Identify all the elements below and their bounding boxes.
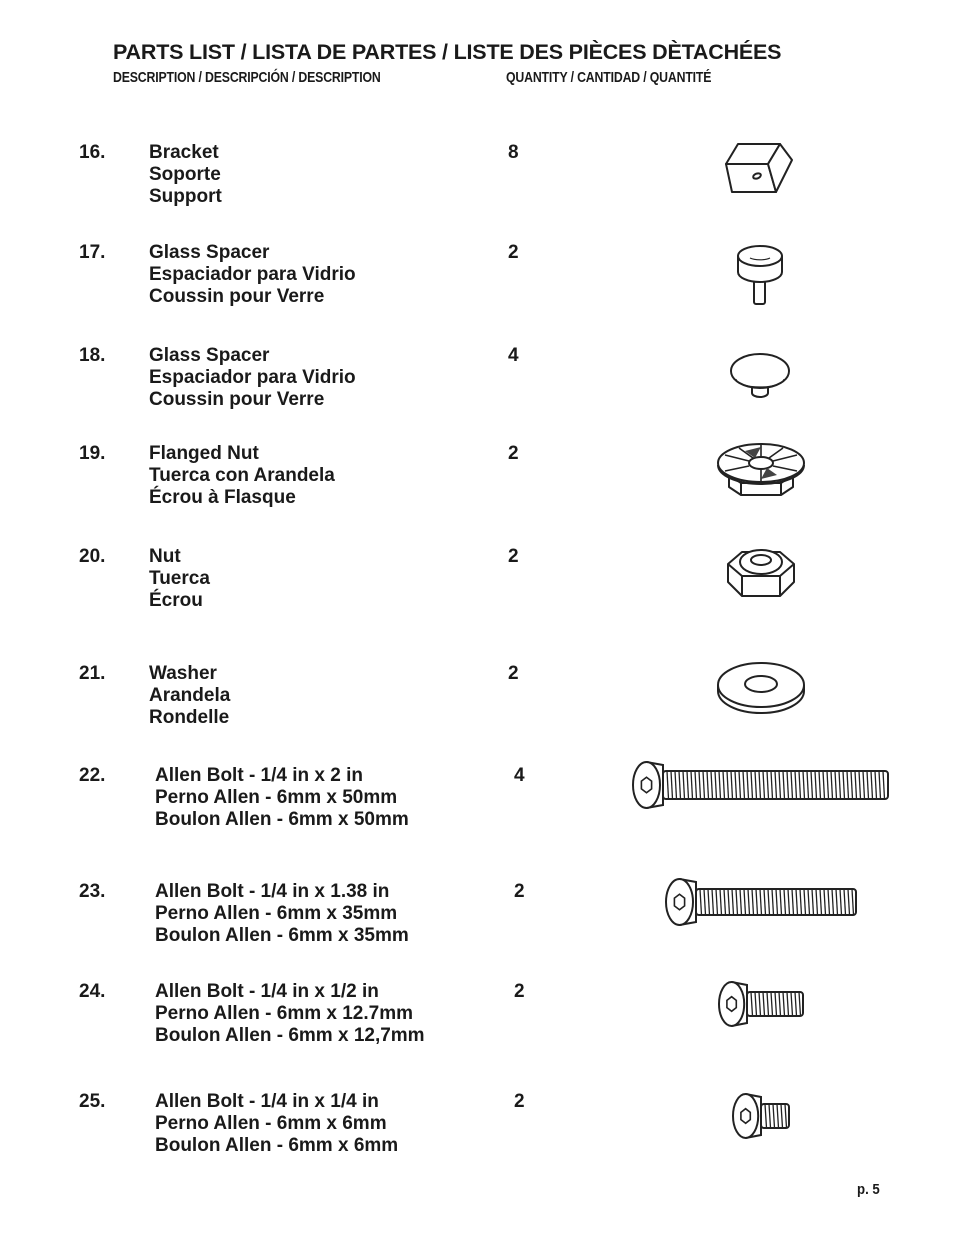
part-number: 22. — [79, 765, 106, 786]
part-number: 24. — [79, 981, 106, 1002]
part-quantity: 2 — [508, 663, 519, 684]
part-quantity: 2 — [508, 242, 519, 263]
part-quantity: 4 — [514, 765, 525, 786]
part-name-en: Nut — [149, 546, 181, 567]
part-number: 23. — [79, 881, 106, 902]
part-name-es: Perno Allen - 6mm x 50mm — [155, 787, 398, 808]
part-number: 16. — [79, 142, 106, 163]
part-quantity: 4 — [508, 345, 519, 366]
hex-nut-icon — [724, 542, 798, 606]
part-name-fr: Rondelle — [149, 707, 230, 728]
part-name-fr: Coussin pour Verre — [149, 389, 325, 410]
glass-spacer-tall-icon — [734, 240, 786, 310]
allen-bolt-35mm-icon — [663, 874, 859, 930]
part-names — [149, 443, 335, 509]
part-name-es: Tuerca — [149, 568, 210, 589]
part-name-fr: Boulon Allen - 6mm x 35mm — [155, 925, 409, 946]
allen-bolt-50mm-icon — [630, 757, 892, 813]
part-names — [155, 981, 425, 1047]
part-quantity: 2 — [514, 1091, 525, 1112]
glass-spacer-dome-icon — [728, 351, 792, 403]
part-name-es: Perno Allen - 6mm x 35mm — [155, 903, 398, 924]
page-number: p. 5 — [857, 1181, 880, 1198]
part-names — [149, 546, 210, 612]
part-name-en: Glass Spacer — [149, 242, 270, 263]
description-column-label: DESCRIPTION / DESCRIPCIÓN / DESCRIPTION — [113, 69, 381, 86]
part-number: 18. — [79, 345, 106, 366]
allen-bolt-6mm-icon — [730, 1091, 792, 1141]
part-name-en: Washer — [149, 663, 217, 684]
part-number: 21. — [79, 663, 106, 684]
part-name-en: Flanged Nut — [149, 443, 259, 464]
part-quantity: 2 — [514, 881, 525, 902]
part-name-es: Perno Allen - 6mm x 6mm — [155, 1113, 387, 1134]
part-name-en: Allen Bolt - 1/4 in x 1.38 in — [155, 881, 390, 902]
part-name-en: Allen Bolt - 1/4 in x 1/4 in — [155, 1091, 379, 1112]
part-names — [155, 765, 409, 831]
part-quantity: 2 — [514, 981, 525, 1002]
quantity-column-label: QUANTITY / CANTIDAD / QUANTITÉ — [506, 69, 712, 86]
part-name-fr: Coussin pour Verre — [149, 286, 325, 307]
part-name-fr: Support — [149, 186, 222, 207]
part-number: 17. — [79, 242, 106, 263]
part-names — [149, 142, 222, 208]
part-name-es: Espaciador para Vidrio — [149, 367, 356, 388]
part-number: 25. — [79, 1091, 106, 1112]
part-name-en: Glass Spacer — [149, 345, 270, 366]
part-names — [149, 345, 356, 411]
part-name-es: Espaciador para Vidrio — [149, 264, 356, 285]
part-name-fr: Écrou — [149, 590, 203, 611]
part-name-en: Allen Bolt - 1/4 in x 1/2 in — [155, 981, 379, 1002]
flanged-nut-icon — [715, 439, 807, 505]
part-name-fr: Boulon Allen - 6mm x 6mm — [155, 1135, 399, 1156]
part-name-fr: Écrou à Flasque — [149, 487, 296, 508]
part-name-fr: Boulon Allen - 6mm x 50mm — [155, 809, 409, 830]
part-names — [149, 663, 230, 729]
part-quantity: 8 — [508, 142, 519, 163]
part-name-es: Perno Allen - 6mm x 12.7mm — [155, 1003, 414, 1024]
washer-icon — [716, 657, 806, 717]
part-number: 19. — [79, 443, 106, 464]
page-title: PARTS LIST / LISTA DE PARTES / LISTE DES PIÈCES DÈTACHÉES — [113, 40, 782, 64]
part-quantity: 2 — [508, 546, 519, 567]
part-name-en: Allen Bolt - 1/4 in x 2 in — [155, 765, 363, 786]
part-name-es: Tuerca con Arandela — [149, 465, 335, 486]
part-names — [155, 1091, 398, 1157]
part-names — [155, 881, 409, 947]
allen-bolt-12mm-icon — [716, 979, 808, 1029]
part-name-es: Arandela — [149, 685, 231, 706]
part-name-es: Soporte — [149, 164, 221, 185]
part-quantity: 2 — [508, 443, 519, 464]
part-name-en: Bracket — [149, 142, 219, 163]
part-number: 20. — [79, 546, 106, 567]
part-name-fr: Boulon Allen - 6mm x 12,7mm — [155, 1025, 425, 1046]
bracket-icon — [720, 140, 800, 200]
part-names — [149, 242, 356, 308]
